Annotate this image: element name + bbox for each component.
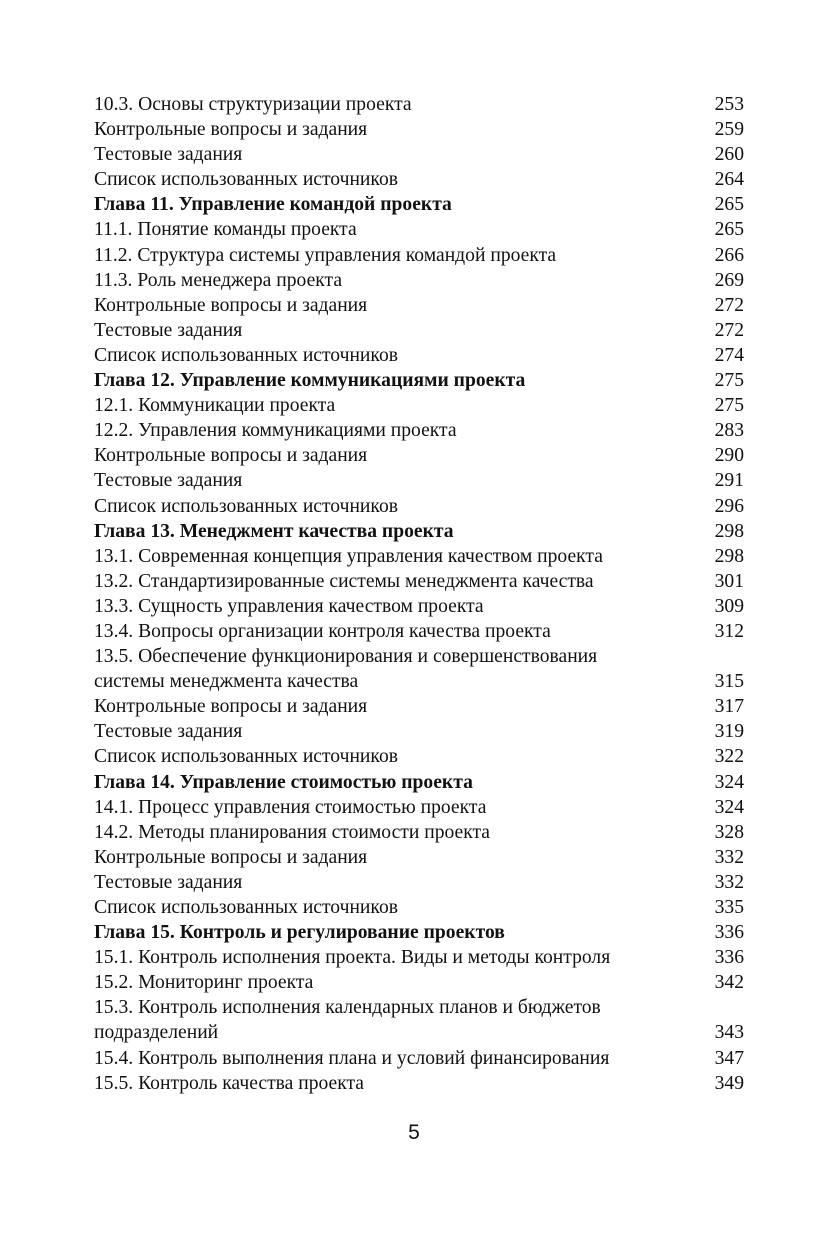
toc-entry-page: 266	[714, 244, 744, 266]
toc-entry-row	[94, 945, 744, 970]
toc-entry-row	[94, 293, 744, 318]
table-of-contents	[94, 92, 744, 1096]
toc-entry-page: 335	[714, 897, 744, 918]
toc-entry-title: 11.2. Структура системы управления командой проекта	[94, 244, 557, 266]
toc-entry-title: Список использованных источников	[94, 169, 398, 191]
toc-entry-title: Глава 15. Контроль и регулирование проектов	[94, 922, 505, 944]
toc-entry-row	[94, 1046, 744, 1071]
toc-entry-page: 322	[714, 746, 744, 768]
toc-entry-row	[94, 820, 744, 845]
toc-entry-page: 265	[714, 219, 744, 241]
toc-entry-title: Тестовые задания	[94, 319, 243, 341]
toc-entry-page: 298	[714, 520, 744, 542]
toc-entry-page: 328	[714, 821, 744, 843]
page-number: 5	[408, 1121, 420, 1144]
toc-chapter-row	[94, 920, 744, 945]
toc-entry-row	[94, 142, 744, 167]
toc-entry-page: 347	[714, 1047, 744, 1069]
toc-entry-title: Тестовые задания	[94, 470, 243, 492]
toc-entry-page: 298	[714, 545, 744, 567]
toc-entry-page: 309	[714, 595, 744, 617]
toc-entry-page: 343	[714, 1022, 744, 1044]
toc-entry-title: Список использованных источников	[94, 897, 398, 918]
toc-entry-row	[94, 870, 744, 895]
toc-entry-page: 291	[714, 470, 744, 492]
toc-entry-row	[94, 393, 744, 418]
toc-entry-title: Список использованных источников	[94, 746, 398, 768]
toc-entry-title: 11.1. Понятие команды проекта	[94, 219, 357, 241]
toc-entry-title: Тестовые задания	[94, 144, 243, 166]
toc-entry-title: 14.2. Методы планирования стоимости проекта	[94, 821, 490, 843]
toc-entry-row	[94, 468, 744, 493]
toc-entry-row	[94, 744, 744, 769]
toc-entry-title: Глава 13. Менеджмент качества проекта	[94, 520, 454, 542]
toc-entry-row	[94, 217, 744, 242]
toc-entry-title: 12.1. Коммуникации проекта	[94, 395, 336, 417]
toc-entry-row	[94, 92, 744, 117]
toc-entry-page: 260	[714, 144, 744, 166]
toc-entry-title: Глава 12. Управление коммуникациями проекта	[94, 370, 526, 392]
toc-entry-page: 272	[714, 319, 744, 341]
toc-entry-title: системы менеджмента качества	[94, 671, 359, 693]
toc-entry-title: Контрольные вопросы и задания	[94, 846, 368, 868]
toc-entry-title: Контрольные вопросы и задания	[94, 294, 368, 316]
toc-entry-row	[94, 569, 744, 594]
toc-entry-row	[94, 443, 744, 468]
toc-entry-page: 319	[714, 721, 744, 743]
toc-entry-row	[94, 243, 744, 268]
toc-entry-row	[94, 619, 744, 644]
toc-entry-page: 324	[714, 771, 744, 793]
toc-entry-row	[94, 268, 744, 293]
toc-entry-title: 12.2. Управления коммуникациями проекта	[94, 420, 457, 442]
toc-entry-row	[94, 895, 744, 920]
toc-entry-title: 15.4. Контроль выполнения плана и условий финансирования	[94, 1047, 610, 1069]
toc-entry-page: 290	[714, 445, 744, 467]
toc-entry-title: 15.5. Контроль качества проекта	[94, 1072, 365, 1094]
toc-entry-title: Глава 14. Управление стоимостью проекта	[94, 771, 473, 793]
toc-entry-page: 332	[714, 871, 744, 893]
toc-entry-title: 13.1. Современная концепция управления качеством проекта	[94, 545, 603, 567]
toc-entry-title: Тестовые задания	[94, 871, 243, 893]
toc-entry-row	[94, 117, 744, 142]
toc-entry-title: 13.2. Стандартизированные системы менеджмента качества	[94, 570, 594, 592]
toc-entry-row	[94, 418, 744, 443]
toc-entry-page: 264	[714, 169, 744, 191]
toc-entry-title: Контрольные вопросы и задания	[94, 445, 368, 467]
toc-chapter-row	[94, 519, 744, 544]
toc-entry-row	[94, 669, 744, 694]
toc-entry-title: 13.5. Обеспечение функционирования и совершенствования	[94, 646, 598, 668]
toc-entry-title: Контрольные вопросы и задания	[94, 119, 368, 141]
toc-chapter-row	[94, 770, 744, 795]
toc-entry-title: Тестовые задания	[94, 721, 243, 743]
toc-entry-page: 312	[714, 620, 744, 642]
toc-entry-page: 315	[714, 671, 744, 693]
toc-entry-page: 259	[714, 119, 744, 141]
toc-entry-row	[94, 644, 744, 669]
toc-entry-title: 15.2. Мониторинг проекта	[94, 972, 314, 994]
toc-entry-row	[94, 970, 744, 995]
toc-entry-page: 324	[714, 796, 744, 818]
toc-entry-title: подразделений	[94, 1022, 219, 1044]
toc-entry-page: 265	[714, 194, 744, 216]
toc-entry-page: 253	[714, 94, 744, 115]
toc-entry-row	[94, 544, 744, 569]
toc-entry-page: 283	[714, 420, 744, 442]
toc-entry-page: 274	[714, 344, 744, 366]
toc-entry-page: 332	[714, 846, 744, 868]
toc-entry-page: 269	[714, 269, 744, 291]
toc-entry-row	[94, 1071, 744, 1096]
toc-entry-page: 272	[714, 294, 744, 316]
toc-chapter-row	[94, 368, 744, 393]
toc-entry-title: 14.1. Процесс управления стоимостью проекта	[94, 796, 487, 818]
toc-entry-row	[94, 845, 744, 870]
toc-entry-row	[94, 318, 744, 343]
toc-entry-title: 13.3. Сущность управления качеством проекта	[94, 595, 484, 617]
toc-entry-title: 11.3. Роль менеджера проекта	[94, 269, 343, 291]
toc-entry-row	[94, 343, 744, 368]
toc-entry-title: Контрольные вопросы и задания	[94, 696, 368, 718]
toc-entry-row	[94, 167, 744, 192]
toc-chapter-row	[94, 192, 744, 217]
toc-entry-page: 336	[714, 922, 744, 944]
toc-entry-title: 15.1. Контроль исполнения проекта. Виды и методы контроля	[94, 947, 611, 969]
toc-entry-row	[94, 694, 744, 719]
toc-entry-title: 15.3. Контроль исполнения календарных планов и бюджетов	[94, 997, 601, 1019]
toc-entry-page: 349	[714, 1072, 744, 1094]
toc-entry-page: 296	[714, 495, 744, 517]
toc-entry-page: 275	[714, 370, 744, 392]
toc-entry-title: Список использованных источников	[94, 344, 398, 366]
toc-entry-row	[94, 795, 744, 820]
toc-entry-page: 275	[714, 395, 744, 417]
toc-entry-title: Список использованных источников	[94, 495, 398, 517]
toc-entry-page: 336	[714, 947, 744, 969]
toc-entry-title: 13.4. Вопросы организации контроля качества проекта	[94, 620, 551, 642]
toc-entry-title: 10.3. Основы структуризации проекта	[94, 94, 412, 115]
toc-entry-row	[94, 1020, 744, 1045]
toc-entry-page: 317	[714, 696, 744, 718]
toc-entry-row	[94, 995, 744, 1020]
toc-entry-title: Глава 11. Управление командой проекта	[94, 194, 452, 216]
toc-entry-row	[94, 719, 744, 744]
toc-entry-row	[94, 594, 744, 619]
toc-entry-page: 301	[714, 570, 744, 592]
toc-entry-page: 342	[714, 972, 744, 994]
toc-entry-row	[94, 494, 744, 519]
